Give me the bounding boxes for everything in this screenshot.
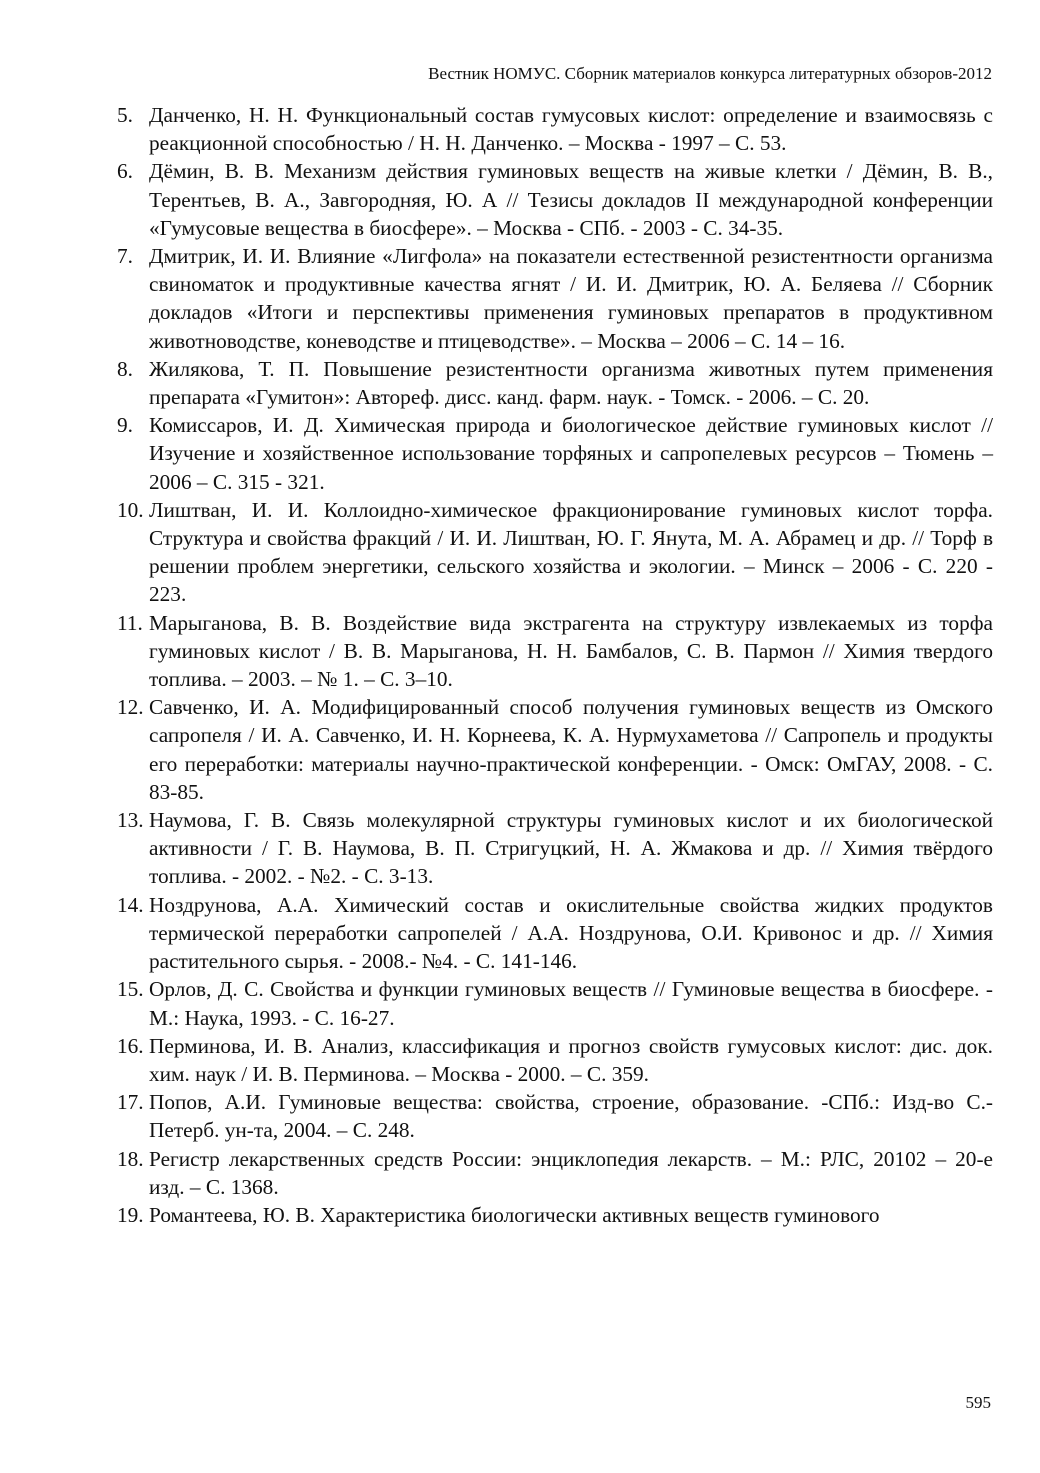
reference-text: Романтеева, Ю. В. Характеристика биологически активных веществ гуминового xyxy=(149,1202,880,1227)
reference-number: 10. xyxy=(117,497,144,522)
reference-text: Регистр лекарственных средств России: энциклопедия лекарств. – М.: РЛС, 20102 – 20-е изд. – С. 1368. xyxy=(149,1146,993,1199)
reference-list xyxy=(117,101,993,1229)
reference-number: 18. xyxy=(117,1146,144,1171)
reference-text: Перминова, И. В. Анализ, классификация и прогноз свойств гумусовых кислот: дис. док. хим. наук / И. В. Перминова. – Москва - 2000. – С. 359. xyxy=(149,1033,993,1086)
reference-number: 14. xyxy=(117,892,144,917)
reference-item xyxy=(117,355,993,411)
reference-number: 17. xyxy=(117,1090,144,1115)
reference-text: Наумова, Г. В. Связь молекулярной структуры гуминовых кислот и их биологической активности / Г. В. Наумова, В. П. Стригуцкий, Н. А. Жмакова и др. // Химия твёрдого топлива. - 2002. - №2. - С. 3-13. xyxy=(149,808,993,889)
reference-item xyxy=(117,1201,993,1229)
reference-text: Данченко, Н. Н. Функциональный состав гумусовых кислот: определение и взаимосвязь с реакционной способностью / Н. Н. Данченко. – Москва - 1997 – С. 53. xyxy=(149,103,993,156)
reference-item xyxy=(117,609,993,694)
reference-number: 11. xyxy=(117,610,143,635)
reference-text: Попов, А.И. Гуминовые вещества: свойства, строение, образование. -СПб.: Изд-во С.-Петерб. ун-та, 2004. – С. 248. xyxy=(149,1090,993,1143)
reference-item xyxy=(117,411,993,496)
reference-text: Дмитрик, И. И. Влияние «Лигфола» на показатели естественной резистентности организма свиноматок и продуктивные качества ягнят / И. И. Дмитрик, Ю. А. Беляева // Сборник докладов «Итоги и перспективы применения гуминовых препаратов в продуктивном животноводстве, коневодстве и птицеводстве». – Москва – 2006 – С. 14 – 16. xyxy=(149,244,993,353)
reference-number: 5. xyxy=(117,103,133,127)
reference-item xyxy=(117,1032,993,1088)
reference-text: Ноздрунова, А.А. Химический состав и окислительные свойства жидких продуктов термической переработки сапропелей / А.А. Ноздрунова, О.И. Кривонос и др. // Химия растительного сырья. - 2008.- №4. - С. 141-146. xyxy=(149,892,993,974)
reference-item xyxy=(117,693,993,806)
reference-item xyxy=(117,1088,993,1144)
reference-item xyxy=(117,1145,993,1201)
reference-text: Дёмин, В. В. Механизм действия гуминовых веществ на живые клетки / Дёмин, В. В., Терентьев, В. А., Завгородняя, Ю. А // Тезисы докладов II международной конференции «Гумусовые вещества в биосфере». – Москва - СПб. - 2003 - С. 34-35. xyxy=(149,159,993,240)
reference-item xyxy=(117,891,993,976)
reference-number: 7. xyxy=(117,244,133,269)
reference-text: Орлов, Д. С. Свойства и функции гуминовых веществ // Гуминовые вещества в биосфере. - М.: Наука, 1993. - С. 16-27. xyxy=(149,977,993,1030)
reference-item xyxy=(117,975,993,1031)
reference-item xyxy=(117,496,993,609)
reference-text: Марыганова, В. В. Воздействие вида экстрагента на структуру извлекаемых из торфа гуминовых кислот / В. В. Марыганова, Н. Н. Бамбалов, С. В. Пармон // Химия твердого топлива. – 2003. – № 1. – С. 3–10. xyxy=(149,610,993,692)
reference-number: 8. xyxy=(117,356,133,381)
page-number: 595 xyxy=(965,1393,991,1412)
reference-text: Комиссаров, И. Д. Химическая природа и биологическое действие гуминовых кислот // Изучение и хозяйственное использование торфяных и сапропелевых ресурсов – Тюмень – 2006 – С. 315 - 321. xyxy=(149,413,993,494)
reference-number: 6. xyxy=(117,159,133,184)
reference-number: 13. xyxy=(117,808,144,833)
reference-item xyxy=(117,101,993,157)
reference-number: 15. xyxy=(117,977,144,1002)
reference-number: 12. xyxy=(117,695,144,720)
reference-item xyxy=(117,157,993,242)
reference-number: 9. xyxy=(117,413,133,438)
reference-text: Жилякова, Т. П. Повышение резистентности организма животных путем применения препарата «Гумитон»: Автореф. дисс. канд. фарм. наук. - Томск. - 2006. – С. 20. xyxy=(149,356,993,410)
reference-text: Савченко, И. А. Модифицированный способ получения гуминовых веществ из Омского сапропеля / И. А. Савченко, И. Н. Корнеева, К. А. Нурмухаметова // Сапропель и продукты его переработки: материалы научно-практической конференции. - Омск: ОмГАУ, 2008. - С. 83-85. xyxy=(149,695,993,804)
reference-text: Лиштван, И. И. Коллоидно-химическое фракционирование гуминовых кислот торфа. Структура и свойства фракций / И. И. Лиштван, Ю. Г. Янута, М. А. Абрамец и др. // Торф в решении проблем энергетики, сельского хозяйства и экологии. – Минск – 2006 - С. 220 - 223. xyxy=(149,497,993,607)
running-header: Вестник НОМУС. Сборник материалов конкурса литературных обзоров-2012 xyxy=(428,64,992,83)
reference-number: 19. xyxy=(117,1202,144,1227)
reference-item xyxy=(117,806,993,891)
reference-item xyxy=(117,242,993,355)
reference-number: 16. xyxy=(117,1033,144,1058)
